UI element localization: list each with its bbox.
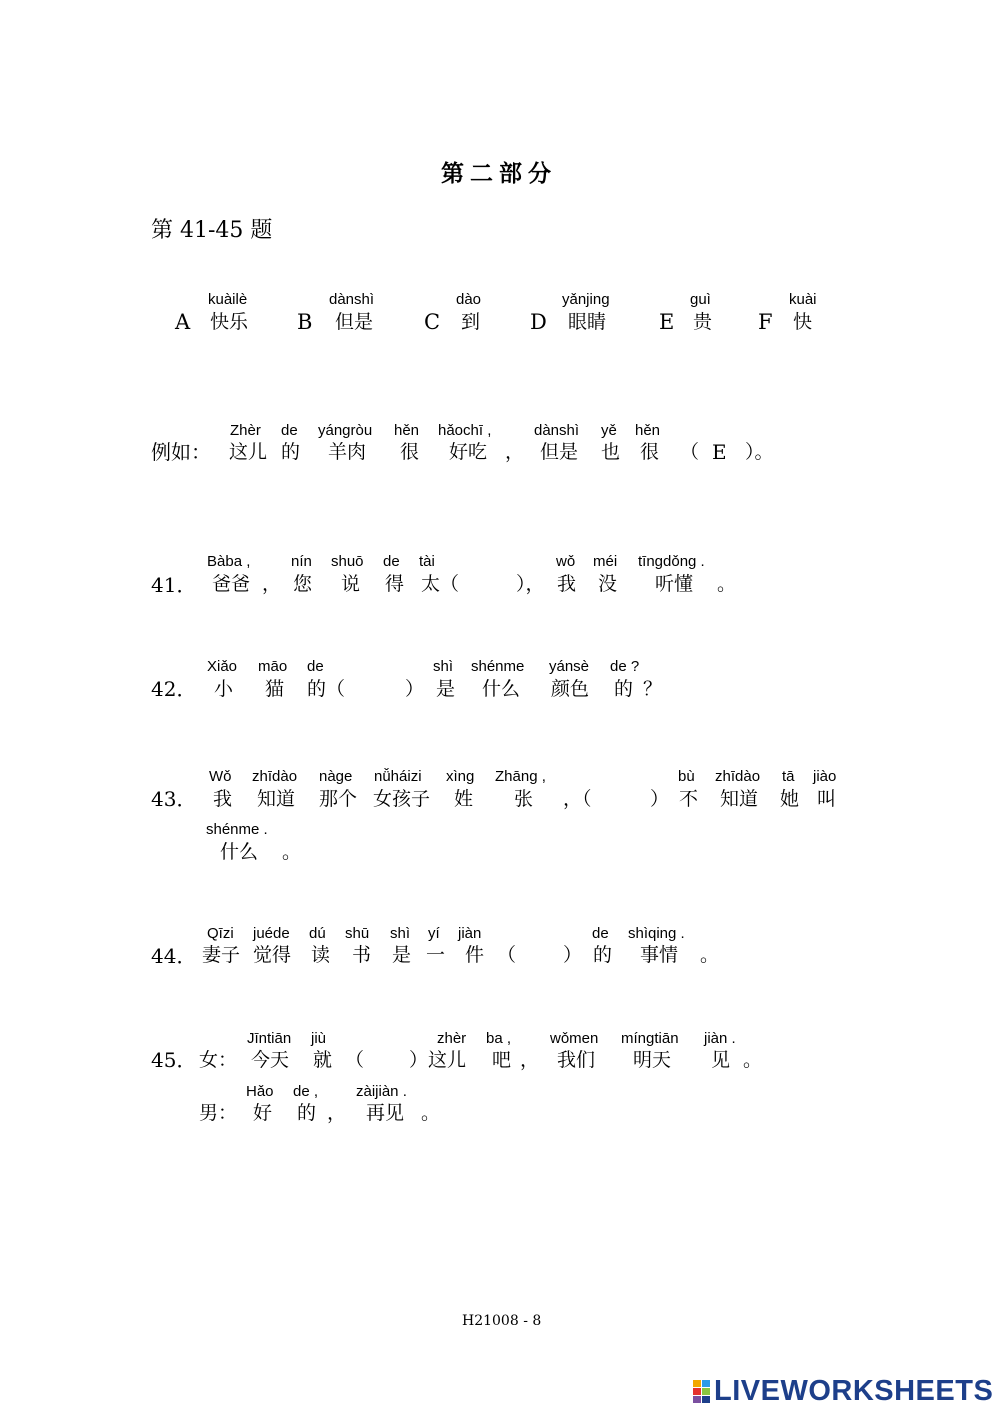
pinyin-word: tài: [419, 553, 435, 570]
pinyin-word: méi: [593, 553, 618, 570]
pinyin-word: xìng: [446, 768, 475, 785]
pinyin-word: jiàn: [458, 925, 482, 942]
pinyin-word: bù: [678, 768, 695, 785]
pinyin-word: zhèr: [437, 1030, 467, 1047]
pinyin-word: hǎochī ,: [438, 422, 492, 439]
hanzi-word: 事情: [640, 944, 679, 966]
option-letter: D: [530, 310, 547, 334]
hanzi-word: ，: [520, 1049, 540, 1071]
pinyin-word: de: [383, 553, 400, 570]
hanzi-word: 张: [514, 788, 534, 810]
logo-tile: [702, 1380, 710, 1387]
logo-tiles-icon: [693, 1380, 710, 1403]
hanzi-word: ），: [516, 573, 545, 595]
option-hanzi: 但是: [335, 311, 374, 333]
pinyin-word: jiào: [813, 768, 837, 785]
hanzi-word: 的（: [307, 678, 346, 700]
example-label: 例如：: [151, 440, 211, 464]
pinyin-word: tā: [782, 768, 795, 785]
pinyin-word: wǒmen: [550, 1030, 599, 1047]
pinyin-word: de ,: [293, 1083, 319, 1100]
example-answer: E: [712, 440, 727, 464]
pinyin-word: yánsè: [549, 658, 590, 675]
hanzi-word: 姓: [454, 788, 474, 810]
hanzi-word: 颜色: [551, 678, 590, 700]
hanzi-word: 很: [400, 441, 420, 463]
pinyin-word: shì: [433, 658, 454, 675]
hanzi-word: 爸爸: [212, 573, 251, 595]
hanzi-word: 什么: [220, 841, 259, 863]
pinyin-word: yángròu: [318, 422, 373, 439]
pinyin-word: nín: [291, 553, 312, 570]
hanzi-word: 就: [313, 1049, 333, 1071]
option-hanzi: 到: [461, 311, 481, 333]
hanzi-word: 知道: [720, 788, 759, 810]
hanzi-word: 那个: [319, 788, 358, 810]
hanzi-word: 好: [253, 1102, 273, 1124]
hanzi-word: 今天: [251, 1049, 290, 1071]
pinyin-word: zhīdào: [715, 768, 761, 785]
pinyin-word: shìqing .: [628, 925, 685, 942]
pinyin-word: māo: [258, 658, 288, 675]
question-number: 43．: [151, 787, 197, 811]
option-pinyin: kuàilè: [208, 291, 248, 308]
hanzi-word: 我们: [557, 1049, 596, 1071]
hanzi-word: 好吃: [449, 441, 488, 463]
hanzi-word: ）。: [745, 441, 774, 463]
hanzi-word: 觉得: [253, 944, 292, 966]
hanzi-word: 一: [426, 944, 446, 966]
pinyin-word: de: [307, 658, 324, 675]
pinyin-word: Jīntiān: [247, 1030, 292, 1047]
pinyin-word: ba ,: [486, 1030, 512, 1047]
hanzi-word: 没: [598, 573, 618, 595]
hanzi-word: 但是: [540, 441, 579, 463]
logo-tile: [702, 1396, 710, 1403]
hanzi-word: ）: [405, 678, 425, 700]
hanzi-word: 女孩子: [373, 788, 431, 810]
hanzi-word: 不: [679, 788, 699, 810]
hanzi-word: 。: [717, 573, 737, 595]
hanzi-word: 太（: [421, 573, 460, 595]
option-hanzi: 快乐: [210, 311, 249, 333]
pinyin-word: hěn: [394, 422, 420, 439]
logo-tile: [693, 1388, 701, 1395]
hanzi-word: 羊肉: [328, 441, 367, 463]
hanzi-word: （: [345, 1049, 365, 1071]
hanzi-word: 说: [341, 573, 361, 595]
hanzi-word: 小: [214, 678, 234, 700]
hanzi-word: ）: [650, 788, 670, 810]
page-footer: H21008 - 8: [462, 1313, 542, 1329]
option-letter: F: [758, 310, 773, 334]
pinyin-word: Wǒ: [209, 768, 232, 785]
hanzi-word: ，: [262, 573, 282, 595]
pinyin-word: nàge: [319, 768, 353, 785]
hanzi-word: （: [680, 441, 700, 463]
hanzi-word: ，: [505, 441, 525, 463]
pinyin-word: de ?: [610, 658, 640, 675]
pinyin-word: wǒ: [556, 553, 576, 570]
hanzi-word: 见: [711, 1049, 731, 1071]
hanzi-word: 这儿: [229, 441, 268, 463]
hanzi-word: 也: [601, 441, 621, 463]
pinyin-word: yí: [428, 925, 440, 942]
hanzi-word: 吧: [492, 1049, 512, 1071]
pinyin-word: de: [592, 925, 609, 942]
hanzi-word: ，（: [563, 788, 592, 810]
option-pinyin: guì: [690, 291, 711, 308]
pinyin-word: shénme: [471, 658, 525, 675]
option-letter: E: [659, 310, 675, 334]
pinyin-word: Qīzi: [207, 925, 234, 942]
pinyin-word: tīngdǒng .: [638, 553, 705, 570]
pinyin-word: nǚháizi: [374, 768, 422, 785]
pinyin-word: zàijiàn .: [356, 1083, 407, 1100]
hanzi-word: 的: [297, 1102, 317, 1124]
hanzi-word: 我: [213, 788, 233, 810]
hanzi-word: 是: [392, 944, 412, 966]
hanzi-word: 的: [593, 944, 613, 966]
hanzi-word: 件: [465, 944, 485, 966]
hanzi-word: 的: [281, 441, 301, 463]
hanzi-word: 她: [780, 788, 800, 810]
hanzi-word: 。: [421, 1102, 441, 1124]
hanzi-word: 知道: [257, 788, 296, 810]
pinyin-word: dú: [309, 925, 326, 942]
question-number: 41．: [151, 573, 197, 597]
option-letter: A: [175, 310, 191, 334]
pinyin-word: zhīdào: [252, 768, 298, 785]
logo-text: LIVEWORKSHEETS: [714, 1374, 994, 1407]
hanzi-word: 是: [436, 678, 456, 700]
logo-tile: [693, 1380, 701, 1387]
question-number: 45．: [151, 1048, 197, 1072]
question-number: 42．: [151, 677, 197, 701]
option-hanzi: 眼睛: [568, 311, 607, 333]
pinyin-word: Zhèr: [230, 422, 261, 439]
logo-tile: [702, 1388, 710, 1395]
hanzi-word: （: [497, 944, 517, 966]
page-title: 第二部分: [441, 160, 557, 187]
pinyin-word: hěn: [635, 422, 661, 439]
option-pinyin: kuài: [789, 291, 817, 308]
hanzi-word: 。: [282, 841, 302, 863]
speaker-label: 男：: [199, 1102, 238, 1124]
pinyin-word: dànshì: [534, 422, 580, 439]
hanzi-word: 什么: [482, 678, 521, 700]
hanzi-word: ）这儿: [409, 1049, 467, 1071]
pinyin-word: yě: [601, 422, 617, 439]
hanzi-word: 。: [700, 944, 720, 966]
option-letter: B: [297, 310, 313, 334]
hanzi-word: 听懂: [655, 573, 694, 595]
hanzi-word: 再见: [366, 1102, 405, 1124]
pinyin-word: Bàba ,: [207, 553, 251, 570]
pinyin-word: Xiǎo: [207, 658, 238, 675]
hanzi-word: ，: [327, 1102, 347, 1124]
pinyin-word: jiàn .: [704, 1030, 736, 1047]
hanzi-word: 的: [614, 678, 634, 700]
pinyin-word: shū: [345, 925, 370, 942]
pinyin-word: míngtiān: [621, 1030, 679, 1047]
hanzi-word: 。: [743, 1049, 763, 1071]
pinyin-word: Zhāng ,: [495, 768, 546, 785]
option-hanzi: 贵: [693, 311, 713, 333]
pinyin-word: shì: [390, 925, 411, 942]
pinyin-word: shuō: [331, 553, 364, 570]
logo-tile: [693, 1396, 701, 1403]
pinyin-word: jiù: [311, 1030, 327, 1047]
section-label: 第 41-45 题: [151, 218, 273, 243]
liveworksheets-logo: [693, 1376, 993, 1406]
pinyin-word: de: [281, 422, 298, 439]
hanzi-word: 我: [557, 573, 577, 595]
option-hanzi: 快: [793, 311, 813, 333]
pinyin-word: juéde: [253, 925, 290, 942]
hanzi-word: 得: [385, 573, 405, 595]
hanzi-word: 您: [293, 573, 313, 595]
hanzi-word: 猫: [265, 678, 285, 700]
pinyin-word: shénme .: [206, 821, 268, 838]
option-pinyin: yǎnjing: [562, 291, 610, 308]
speaker-label: 女：: [199, 1049, 238, 1071]
hanzi-word: 叫: [817, 788, 837, 810]
hanzi-word: ？: [643, 678, 663, 700]
hanzi-word: 书: [352, 944, 372, 966]
hanzi-word: 妻子: [202, 944, 241, 966]
hanzi-word: 明天: [633, 1049, 672, 1071]
hanzi-word: ）: [563, 944, 583, 966]
hanzi-word: 读: [311, 944, 331, 966]
option-letter: C: [424, 310, 441, 334]
option-pinyin: dào: [456, 291, 482, 308]
option-pinyin: dànshì: [329, 291, 375, 308]
question-number: 44．: [151, 944, 197, 968]
pinyin-word: Hǎo: [246, 1083, 274, 1100]
hanzi-word: 很: [640, 441, 660, 463]
